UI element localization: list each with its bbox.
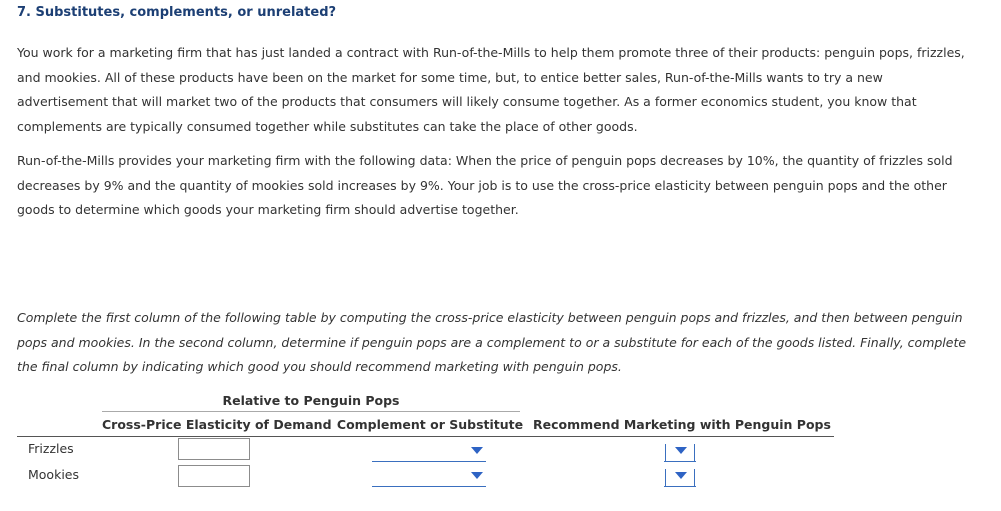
dropdown-underline: [664, 461, 696, 462]
column-header-relationship: Complement or Substitute: [336, 417, 524, 432]
row-label-mookies: Mookies: [28, 467, 79, 482]
table-header-divider: [17, 436, 834, 437]
scenario-paragraph: You work for a marketing firm that has just landed a contract with Run-of-the-Mills to help them promote three of their products: penguin pops, frizzles, and mookies. All of these products have been on the market for some time, but, to entice better sales, Run-of-the-Mills wants to try a new advertisement that will market two of the products that consumers will likely consume together. As a former economics student, you know that complements are typically consumed together while substitutes can take the place of other goods.: [17, 45, 965, 134]
dropdown-underline: [372, 486, 486, 487]
dropdown-underline: [372, 461, 486, 462]
frizzles-relationship-dropdown[interactable]: [372, 442, 486, 462]
frizzles-recommend-dropdown[interactable]: [664, 442, 696, 462]
mookies-relationship-dropdown[interactable]: [372, 467, 486, 487]
frizzles-elasticity-input[interactable]: [178, 438, 250, 460]
dropdown-right-border: [694, 444, 695, 462]
mookies-recommend-dropdown[interactable]: [664, 467, 696, 487]
data-paragraph: Run-of-the-Mills provides your marketing firm with the following data: When the price of penguin pops decreases by 10%, the quantity of frizzles sold decreases by 9% and the quantity of mookies sold increases by 9%. Your job is to use the cross-price elasticity between penguin pops and the other goods to determine which goods your marketing firm should advertise together.: [17, 153, 953, 217]
dropdown-underline: [664, 486, 696, 487]
chevron-down-icon: [471, 472, 483, 479]
instructions-paragraph: Complete the first column of the following table by computing the cross-price elasticity between penguin pops and frizzles, and then between penguin pops and mookies. In the second column, determine if penguin pops are a complement to or a substitute for each of the goods listed. Finally, complete the final column by indicating which good you should recommend marketing with penguin pops.: [17, 310, 967, 374]
group-header-relative-to-penguin-pops: Relative to Penguin Pops: [102, 391, 520, 412]
row-label-frizzles: Frizzles: [28, 441, 74, 456]
chevron-down-icon: [471, 447, 483, 454]
column-header-recommend: Recommend Marketing with Penguin Pops: [533, 417, 831, 432]
dropdown-left-border: [665, 444, 666, 462]
question-title: 7. Substitutes, complements, or unrelated?: [17, 5, 337, 20]
chevron-down-icon: [675, 447, 687, 454]
mookies-elasticity-input[interactable]: [178, 465, 250, 487]
elasticity-table: [17, 391, 837, 501]
chevron-down-icon: [675, 472, 687, 479]
dropdown-right-border: [694, 469, 695, 487]
column-header-elasticity: Cross-Price Elasticity of Demand: [102, 417, 332, 432]
dropdown-left-border: [665, 469, 666, 487]
